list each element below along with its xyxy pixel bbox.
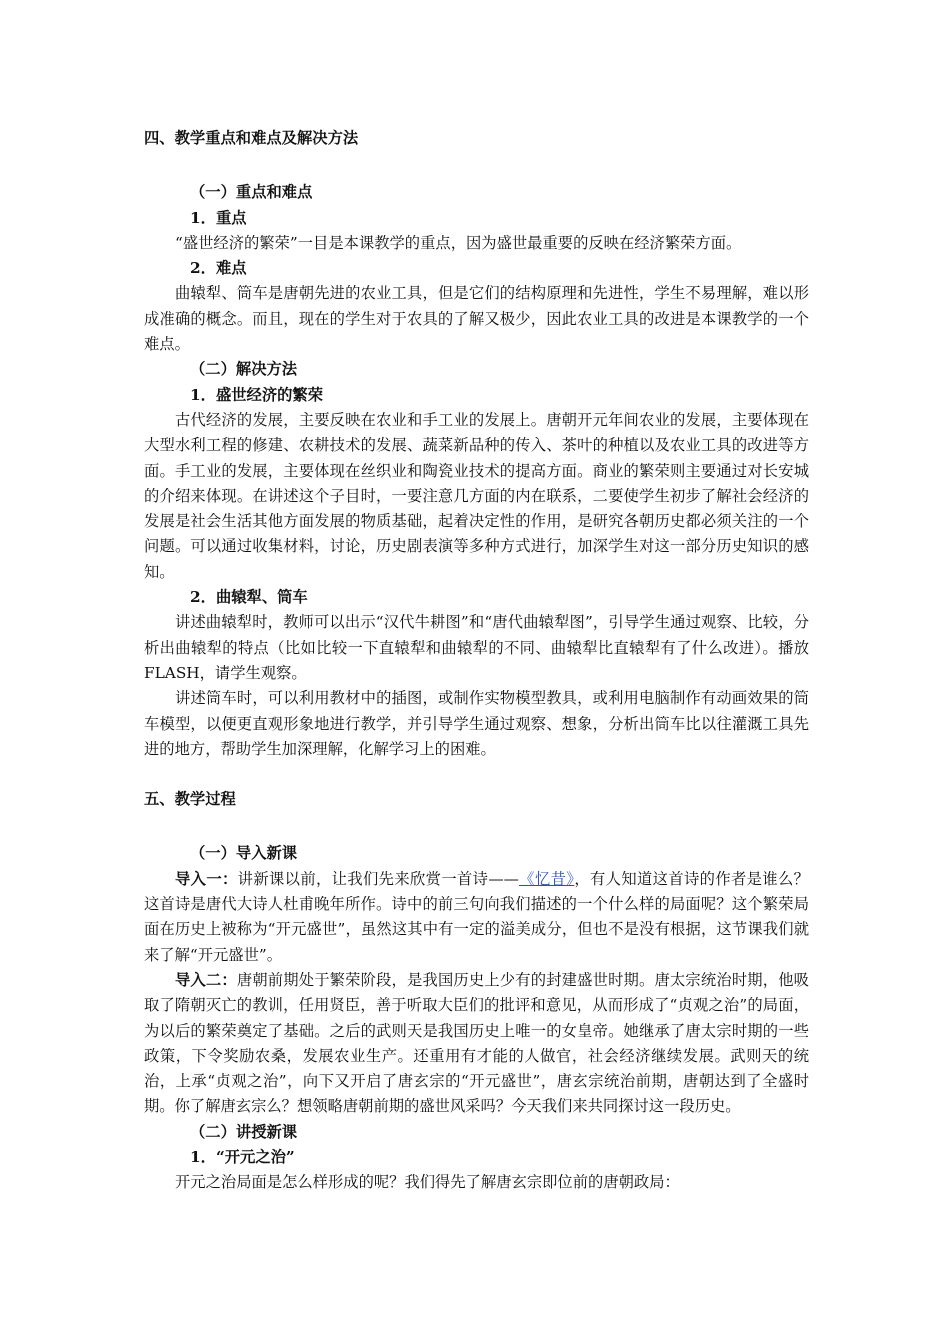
subsection-solutions: （二）解决方法: [190, 360, 298, 379]
heading-tools: 2．曲辕犁、筒车: [190, 588, 308, 607]
paragraph-plough: 讲述曲辕犁时，教师可以出示“汉代牛耕图”和“唐代曲辕犁图”，引导学生通过观察、比较，分析出曲辕犁的特点（比如比较一下直辕犁和曲辕犁的不同、曲辕犁比直辕犁有了什么改进）。播放FLASH，请学生观察。: [144, 613, 809, 682]
document-body: [144, 126, 809, 1196]
intro-one-body: ，有人知道这首诗的作者是谁么？这首诗是唐代大诗人杜甫晚年所作。诗中的前三句向我们描述的一个什么样的局面呢？这个繁荣局面在历史上被称为“开元盛世”，虽然这其中有一定的溢美成分，但也不是没有根据，这节课我们就来了解“开元盛世”。: [144, 869, 809, 964]
paragraph-economy: 古代经济的发展，主要反映在农业和手工业的发展上。唐朝开元年间农业的发展，主要体现在大型水利工程的修建、农耕技术的发展、蔬菜新品种的传入、茶叶的种植以及农业工具的改进等方面。手工业的发展，主要体现在丝织业和陶瓷业技术的提高方面。商业的繁荣则主要通过对长安城的介绍来体现。在讲述这个子目时，一要注意几方面的内在联系，二要使学生初步了解社会经济的发展是社会生活其他方面发展的物质基础，起着决定性的作用，是研究各朝历史都必须关注的一个问题。可以通过收集材料，讨论，历史剧表演等多种方式进行，加深学生对这一部分历史知识的感知。: [144, 410, 809, 581]
intro-one-lead: 讲新课以前，让我们先来欣赏一首诗——: [237, 869, 519, 888]
heading-key-point: 1．重点: [190, 208, 247, 227]
paragraph-intro-two: [144, 968, 809, 1120]
paragraph-key-point: “盛世经济的繁荣”一目是本课教学的重点，因为盛世最重要的反映在经济繁荣方面。: [175, 233, 742, 252]
heading-kaiyuan: 1．“开元之治”: [190, 1147, 295, 1166]
paragraph-intro-one: [144, 867, 809, 968]
heading-difficulty: 2．难点: [190, 259, 247, 278]
heading-economy: 1．盛世经济的繁荣: [190, 385, 324, 404]
intro-two-label: 导入二：: [175, 970, 237, 989]
subsection-introduction: （一）导入新课: [190, 844, 298, 863]
subsection-new-lesson: （二）讲授新课: [190, 1122, 298, 1141]
paragraph-waterwheel: 讲述筒车时，可以利用教材中的插图，或制作实物模型教具，或利用电脑制作有动画效果的筒车模型，以便更直观形象地进行教学，并引导学生通过观察、想象，分析出筒车比以往灌溉工具先进的地方，帮助学生加深理解，化解学习上的困难。: [144, 689, 809, 758]
paragraph-kaiyuan: 开元之治局面是怎么样形成的呢？我们得先了解唐玄宗即位前的唐朝政局：: [175, 1173, 680, 1192]
intro-two-body: 唐朝前期处于繁荣阶段，是我国历史上少有的封建盛世时期。唐太宗统治时期，他吸取了隋朝灭亡的教训，任用贤臣，善于听取大臣们的批评和意见，从而形成了“贞观之治”的局面，为以后的繁荣奠定了基础。之后的武则天是我国历史上唯一的女皇帝。她继承了唐太宗时期的一些政策，下令奖励农桑，发展农业生产。还重用有才能的人做官，社会经济继续发展。武则天的统治，上承“贞观之治”，向下又开启了唐玄宗的“开元盛世”，唐玄宗统治前期，唐朝达到了全盛时期。你了解唐玄宗么？想领略唐朝前期的盛世风采吗？今天我们来共同探讨这一段历史。: [144, 970, 809, 1116]
section-title-5: 五、教学过程: [144, 790, 236, 809]
paragraph-difficulty: 曲辕犁、筒车是唐朝先进的农业工具，但是它们的结构原理和先进性，学生不易理解，难以形成准确的概念。而且，现在的学生对于农具的了解又极少，因此农业工具的改进是本课教学的一个难点。: [144, 284, 809, 354]
subsection-key-points: （一）重点和难点: [190, 183, 313, 202]
poem-link[interactable]: 《忆昔》: [518, 869, 575, 888]
section-title-4: 四、教学重点和难点及解决方法: [144, 129, 359, 147]
intro-one-label: 导入一：: [175, 869, 238, 888]
